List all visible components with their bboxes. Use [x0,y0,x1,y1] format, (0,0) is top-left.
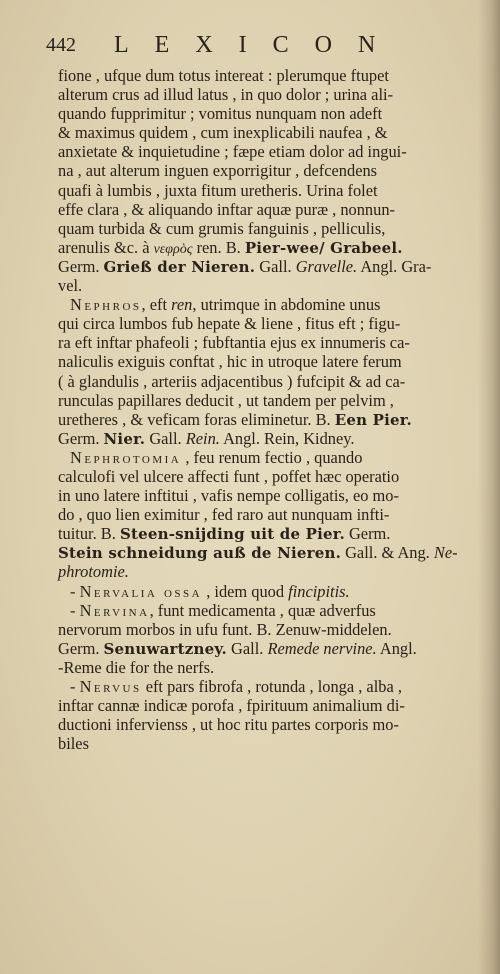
text-line [58,372,482,391]
text-span: effe clara , & aliquando inftar aquæ puræ , nonnun- [58,199,395,219]
text-span: quafi à lumbis , juxta fitum uretheris. Urina folet [58,180,378,200]
entry-headword: Nephros [70,295,142,315]
text-line [58,410,482,429]
entry-headword: Nephrotomia [70,447,182,467]
blackletter-gloss: Grieß der Nieren. [103,257,256,276]
text-line [58,181,482,200]
text-span: nervorum morbos in ufu funt. B. Zenuw-middelen. [58,619,392,639]
text-line [58,219,482,238]
text-span: qui circa lumbos fub hepate & liene , fitus eft ; figu- [58,314,401,334]
text-line [58,505,482,524]
text-line [58,486,482,505]
text-line [58,200,482,219]
text-span: , utrimque in abdomine unus [192,295,381,315]
greek-word: νεφρὸς [153,241,193,257]
page-number: 442 [46,34,76,56]
italic-term: Gravelle. [295,256,358,276]
text-span: Germ. [58,638,104,658]
italic-term: Remede nervine. [267,638,377,658]
text-span: Gall. [145,428,186,448]
text-span: , idem quod [202,581,289,601]
text-line [58,295,482,314]
entry-headword: Nervina [79,600,150,620]
text-line [58,142,482,161]
blackletter-gloss: Nier. [103,429,146,448]
lexicon-text-block [58,66,482,753]
text-span: Angl. [376,638,417,658]
text-span: Gall. [255,256,296,276]
text-line [58,639,482,658]
text-line [58,620,482,639]
text-span: quando fupprimitur ; vomitus nunquam non adeft [58,104,383,124]
text-line [58,333,482,352]
text-span: & maximus quidem , cum inexplicabili naufea , & [58,123,388,143]
text-span: ductioni infervienss , ut hoc ritu partes corporis mo- [58,715,399,735]
text-line [58,314,482,333]
text-span: Angl. Gra- [357,256,432,276]
text-span: Germ. [58,256,104,276]
text-span: vel. [58,276,83,296]
blackletter-gloss: Een Pier. [334,410,412,429]
text-span: , funt medicamenta , quæ adverfus [149,600,376,620]
blackletter-gloss: Senuwartzney. [103,639,227,658]
text-line [58,677,482,696]
text-line [58,448,482,467]
blackletter-gloss: Stein schneidung auß de Nieren. [58,544,341,563]
text-line [58,562,482,581]
blackletter-gloss: Steen-snijding uit de Pier. [119,525,345,544]
text-span: -Reme die for the nerfs. [58,657,215,677]
text-span: eft pars fibrofa , rotunda , longa , alba , [141,677,402,696]
entry-headword: Nervus [79,677,142,696]
text-line [58,734,482,753]
text-line [58,66,482,85]
text-span: biles [58,734,89,754]
italic-term: fincipitis. [288,581,350,601]
text-line [58,467,482,486]
text-span: - [70,677,80,696]
text-line [58,391,482,410]
text-span: Germ. [344,524,391,544]
text-span: Angl. Rein, Kidney. [219,428,355,448]
text-span: calculofi vel ulcere affecti funt , poffet hæc operatio [58,466,400,486]
text-span: runculas papillares deducit , ut tandem per pelvim , [58,390,394,410]
text-span: Gall. [226,638,268,658]
italic-term: ren [171,295,193,315]
text-line [58,276,482,295]
page-header [46,28,446,64]
text-span: fione , ufque dum totus intereat : plerumque ftupet [58,66,389,85]
text-span: naliculis exiguis conftat , hic in utroque latere ferum [58,352,402,372]
text-span: , eft [141,295,172,315]
text-line [58,715,482,734]
italic-term: Ne- [433,543,458,563]
text-span: ren. B. [192,237,245,257]
text-line [58,104,482,123]
text-line [58,429,482,448]
text-span: arenulis &c. à [58,237,154,257]
text-span: in uno latere inftitui , vafis nempe colligatis, eo mo- [58,486,399,506]
text-line [58,123,482,142]
italic-term: phrotomie. [58,562,129,582]
text-span: ra eft inftar phafeoli ; fubftantia ejus ex innumeris ca- [58,333,410,353]
text-span: , feu renum fectio , quando [181,447,363,467]
text-line [58,161,482,180]
text-line [58,524,482,543]
blackletter-gloss: Pier-wee/ Grabeel. [244,238,403,257]
text-span: Gall. & Ang. [341,543,434,563]
text-span: inftar cannæ indicæ porofa , fpirituum animalium di- [58,696,405,716]
italic-term: Rein. [185,428,220,448]
text-span: anxietate & inquietudine ; fæpe etiam dolor ad ingui- [58,142,407,162]
text-line [58,658,482,677]
text-span: - [70,581,80,601]
text-span: Germ. [58,428,104,448]
text-line [58,352,482,371]
text-span: do , quo lien eximitur , fed raro aut nunquam infti- [58,505,390,525]
text-line [58,257,482,276]
text-span: ( à glandulis , arteriis adjacentibus ) fufcipit & ad ca- [58,371,406,391]
text-span: tuitur. B. [58,524,120,544]
entry-headword: Nervalia ossa [79,581,203,601]
text-span: quam turbida & cum grumis fanguinis , pelliculis, [58,218,386,238]
text-span: alterum crus ad illud latus , in quo dolor ; urina ali- [58,85,394,105]
text-line [58,85,482,104]
text-span: na , aut alterum inguen exporrigitur , defcendens [58,161,378,181]
text-line [58,696,482,715]
text-line [58,601,482,620]
text-span: uretheres , & veficam foras eliminetur. B. [58,409,335,429]
running-title: LEXICON [114,32,402,58]
text-span: - [70,600,80,620]
text-line [58,582,482,601]
text-line [58,543,482,562]
text-line [58,238,482,257]
